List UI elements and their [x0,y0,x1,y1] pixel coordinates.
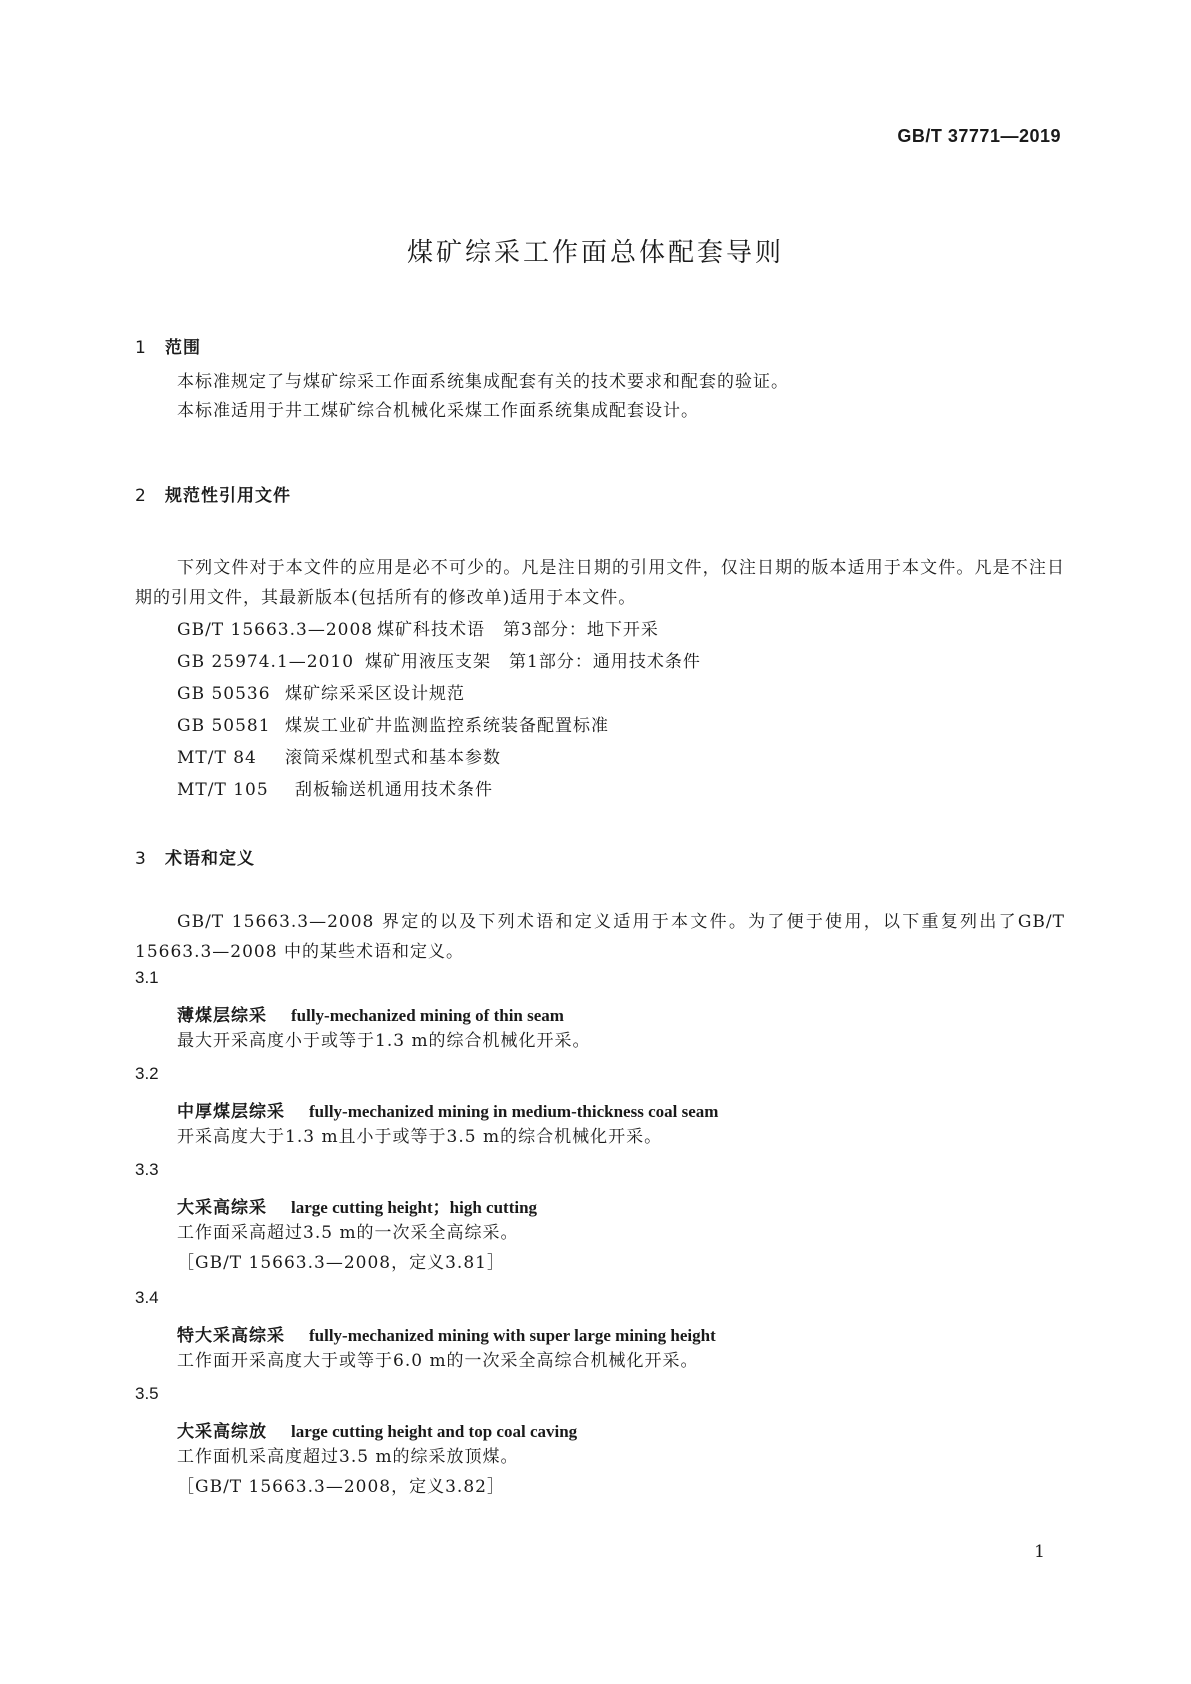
term-en: fully-mechanized mining of thin seam [291,1006,564,1025]
reference-title: 煤矿科技术语 第3部分：地下开采 [377,620,659,640]
section-3-heading [135,844,255,869]
term-definition: 工作面采高超过3.5 m的一次采全高综采。 [177,1223,519,1243]
term-zh: 大采高综放 [177,1422,267,1442]
term-heading [177,1321,716,1346]
reference-code: MT/T 84 [177,748,257,768]
term-number: 3.4 [135,1288,159,1307]
term-number: 3.3 [135,1160,159,1179]
reference-code: GB 50581 [177,716,271,736]
term-zh: 中厚煤层综采 [177,1102,285,1122]
reference-code: MT/T 105 [177,780,269,800]
term-en: large cutting height and top coal caving [291,1422,578,1441]
term-definition: 最大开采高度小于或等于1.3 m的综合机械化开采。 [177,1031,591,1051]
term-en: fully-mechanized mining with super large mining height [309,1326,716,1345]
section-number: 3 [135,849,147,869]
term-heading [177,1193,537,1218]
section-title: 范围 [165,338,201,358]
term-zh: 特大采高综采 [177,1326,285,1346]
reference-title: 滚筒采煤机型式和基本参数 [285,748,501,768]
term-source: ［GB/T 15663.3—2008，定义3.81］ [177,1253,505,1273]
scope-line-1: 本标准规定了与煤矿综采工作面系统集成配套有关的技术要求和配套的验证。 [177,372,789,392]
reference-list [177,614,701,806]
reference-item [177,614,701,646]
references-intro: 下列文件对于本文件的应用是必不可少的。凡是注日期的引用文件，仅注日期的版本适用于本文件。凡是不注日期的引用文件，其最新版本(包括所有的修改单)适用于本文件。 [135,558,1065,608]
section-title: 规范性引用文件 [165,486,291,506]
term-zh: 薄煤层综采 [177,1006,267,1026]
term-heading [177,1417,577,1442]
reference-code: GB/T 15663.3—2008 [177,620,374,640]
reference-item [177,678,701,710]
page-number: 1 [1034,1542,1045,1562]
reference-item [177,646,701,678]
section-title: 术语和定义 [165,849,255,869]
reference-code: GB 25974.1—2010 [177,652,355,672]
reference-title: 煤矿用液压支架 第1部分：通用技术条件 [365,652,701,672]
term-zh: 大采高综采 [177,1198,267,1218]
term-definition: 开采高度大于1.3 m且小于或等于3.5 m的综合机械化开采。 [177,1127,663,1147]
section-number: 1 [135,338,147,358]
reference-item [177,774,701,806]
section-number: 2 [135,486,147,506]
term-en: fully-mechanized mining in medium-thickness coal seam [309,1102,719,1121]
term-number: 3.2 [135,1064,159,1083]
term-heading [177,1097,718,1122]
reference-title: 煤炭工业矿井监测监控系统装备配置标准 [285,716,609,736]
standard-code: GB/T 37771—2019 [897,126,1061,146]
reference-item [177,742,701,774]
term-source: ［GB/T 15663.3—2008，定义3.82］ [177,1477,505,1497]
reference-title: 刮板输送机通用技术条件 [295,780,493,800]
reference-item [177,710,701,742]
term-definition: 工作面机采高度超过3.5 m的综采放顶煤。 [177,1447,519,1467]
reference-code: GB 50536 [177,684,271,704]
terms-intro: GB/T 15663.3—2008 界定的以及下列术语和定义适用于本文件。为了便于使用，以下重复列出了GB/T 15663.3—2008 中的某些术语和定义。 [135,912,1065,962]
reference-title: 煤矿综采采区设计规范 [285,684,465,704]
term-heading [177,1001,564,1026]
document-title: 煤矿综采工作面总体配套导则 [406,238,784,268]
term-number: 3.1 [135,968,159,987]
term-number: 3.5 [135,1384,159,1403]
section-1-heading [135,333,201,358]
term-definition: 工作面开采高度大于或等于6.0 m的一次采全高综合机械化开采。 [177,1351,699,1371]
scope-line-2: 本标准适用于井工煤矿综合机械化采煤工作面系统集成配套设计。 [177,401,699,421]
term-en: large cutting height；high cutting [291,1198,538,1217]
section-2-heading [135,481,291,506]
